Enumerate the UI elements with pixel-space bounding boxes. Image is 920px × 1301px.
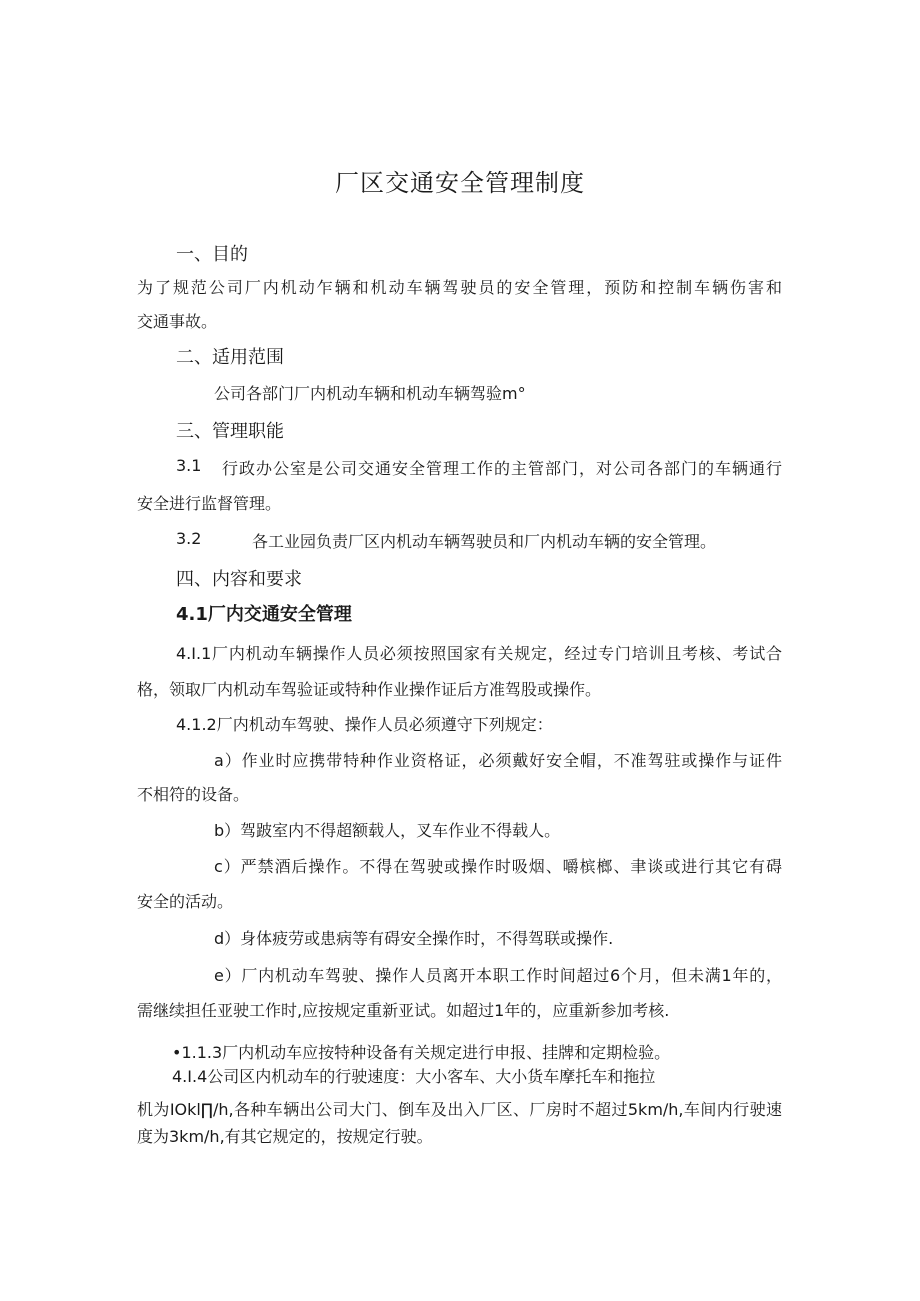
paragraph-line: •1.1.3厂内机动车应按特种设备有关规定进行申报、挂牌和定期检验。 <box>172 1043 671 1062</box>
paragraph-line: 为了规范公司厂内机动乍辆和机动车辆驾驶员的安全管理，预防和控制车辆伤害和 <box>137 278 782 297</box>
section-heading-content: 四、内容和要求 <box>176 569 302 590</box>
clause-number: 3.2 <box>176 529 202 548</box>
paragraph-line: 安全的活动。 <box>137 892 234 911</box>
paragraph-line: 4.I.4公司区内机动车的行驶速度：大小客车、大小货车摩托车和拖拉 <box>172 1067 656 1086</box>
paragraph-line: 机为IOkl∏∕h,各种车辆出公司大门、倒车及出入厂区、厂房时不超过5km∕h,车间内行驶速 <box>137 1100 782 1119</box>
clause-number: 3.1 <box>176 456 202 475</box>
document-title: 厂区交通安全管理制度 <box>335 169 585 197</box>
paragraph-line: 行政办公室是公司交通安全管理工作的主管部门，对公司各部门的车辆通行 <box>222 459 782 478</box>
paragraph-line: 公司各部门厂内机动车辆和机动车辆驾验m° <box>214 384 526 403</box>
list-item-a: a）作业时应携带特种作业资格证，必须戴好安全帽，不准驾驻或操作与证件 <box>214 751 782 770</box>
paragraph-line: 交通事故。 <box>137 312 218 331</box>
paragraph-line: 不相符的设备。 <box>137 785 250 804</box>
section-heading-duties: 三、管理职能 <box>176 421 284 442</box>
paragraph-line: 4.1.2厂内机动车驾驶、操作人员必须遵守下列规定： <box>176 715 553 734</box>
list-item-b: b）驾跛室内不得超额载人，叉车作业不得载人。 <box>214 821 561 840</box>
paragraph-line: 度为3km∕h,有其它规定的，按规定行驶。 <box>137 1127 433 1146</box>
list-item-c: c）严禁酒后操作。不得在驾驶或操作时吸烟、嚼槟榔、聿谈或进行其它有碍 <box>214 857 782 876</box>
paragraph-line: 需继续担任亚驶工作时,应按规定重新亚试。如超过1年的，应重新参加考核. <box>137 1001 670 1020</box>
paragraph-line: 4.I.1厂内机动车辆操作人员必须按照国家有关规定，经过专门培训且考核、考试合 <box>176 644 782 663</box>
list-item-e: e）厂内机动车驾驶、操作人员离开本职工作时间超过6个月，但未满1年的， <box>214 966 782 985</box>
list-item-d: d）身体疲劳或患病等有碍安全操作时，不得驾联或操作. <box>214 929 614 948</box>
section-heading-scope: 二、适用范围 <box>176 347 284 368</box>
paragraph-line: 格，领取厂内机动车驾验证或特种作业操作证后方准驾股或操作。 <box>137 680 602 699</box>
paragraph-line: 安全进行监督管理。 <box>137 494 282 513</box>
section-heading-purpose: 一、目的 <box>176 244 248 265</box>
subsection-heading: 4.1厂内交通安全管理 <box>176 604 352 625</box>
paragraph-line: 各工业园负责厂区内机动车辆驾驶员和厂内机动车辆的安全管理。 <box>252 532 717 551</box>
